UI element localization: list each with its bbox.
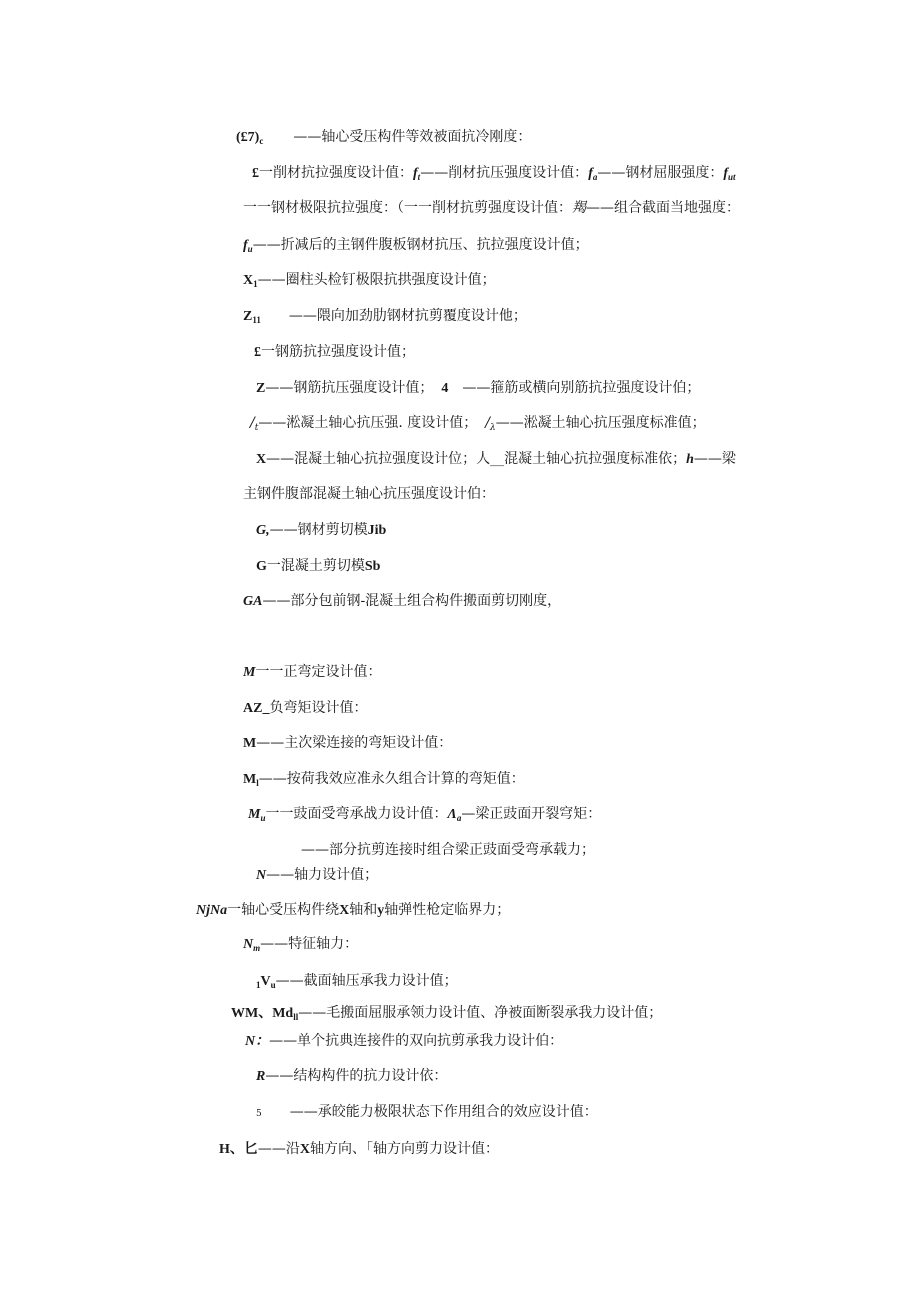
- definition-text: 负弯矩设计值：: [269, 700, 368, 716]
- definition-text: 一一豉面受弯承战力设计值：: [265, 806, 448, 822]
- definition-text: ——削材抗压强度设计值：: [420, 165, 589, 181]
- symbol: R: [256, 1069, 266, 1084]
- symbol: M: [243, 665, 256, 680]
- def-line-negative-moment: [243, 699, 367, 718]
- definition-text: ——毛搬面屈服承领力设计值、净被面断裂承我力设计值；: [298, 1005, 663, 1021]
- def-line-partial-shear: [301, 841, 595, 859]
- definition-text: 轴方向、「轴方向剪力设计值：: [310, 1141, 500, 1157]
- definition-text: —梁正豉面开裂穹矩：: [461, 806, 602, 822]
- def-line-connection-moment: [243, 734, 452, 753]
- def-line-quasi-permanent-moment: [243, 770, 525, 792]
- definition-text: ——钢材屈服强度：: [597, 165, 724, 181]
- definition-text: ——部分抗剪连接时组合梁正豉面受弯承载力；: [301, 842, 595, 858]
- symbol: Sb: [364, 559, 381, 574]
- definition-text: ——组合截面当地强度：: [586, 200, 740, 216]
- symbol: AZ_: [243, 701, 270, 716]
- definition-text: ——淞凝土轴心抗压强度标准值；: [495, 415, 706, 431]
- symbol: X: [256, 452, 267, 467]
- symbol: NjNa: [196, 903, 228, 918]
- def-line-equivalent-stiffness: [236, 128, 531, 150]
- symbol: $M_u$: [248, 807, 266, 823]
- definition-text: 轴弹性枪定临界力；: [384, 902, 511, 918]
- definition-text: ——截面轴压承我力设计值；: [275, 973, 458, 989]
- def-line-axial-force: [256, 866, 378, 885]
- definition-text: ——混凝土轴心抗拉强度设计位；人__混凝土轴心抗拉强度标准依；: [266, 451, 687, 467]
- symbol: $_1V_u$: [256, 974, 276, 990]
- def-line-steel-shear-modulus: [256, 521, 386, 540]
- symbol: $X_1$: [243, 273, 258, 289]
- symbol: Jib: [367, 523, 387, 538]
- def-line-composite-shear-stiffness: [243, 592, 561, 611]
- symbol: G,: [256, 523, 270, 538]
- def-line-continuation: [243, 485, 495, 503]
- def-line-flexural-capacity: [248, 805, 601, 827]
- symbol: $\Lambda_a$: [447, 807, 462, 823]
- definition-text: 主钢件腹部混凝土轴心抗压强度设计伯：: [243, 486, 495, 502]
- symbol: $f_a$: [588, 166, 598, 182]
- symbol: $/_t$: [250, 415, 259, 433]
- def-line-concrete-tension: [256, 450, 736, 469]
- symbol: y: [377, 903, 385, 918]
- def-line-axial-capacity: [256, 972, 458, 994]
- definition-text: 一一钢材极限抗拉强度：（一一削材抗剪强度设计值：: [243, 200, 572, 216]
- def-line-stiffener-shear: [243, 307, 527, 329]
- definition-text: ——按荷我效应准永久组合计算的弯矩值：: [258, 771, 525, 787]
- definition-text: 轴和: [349, 902, 378, 918]
- symbol: $N_m$: [243, 937, 261, 953]
- symbol: $/_\lambda$: [485, 415, 496, 433]
- symbol: WM、$Md_{ll}$: [231, 1006, 299, 1022]
- symbol: $M_l$: [243, 772, 259, 788]
- def-line-steel-strengths: [252, 164, 736, 186]
- def-line-rebar-tension: [254, 343, 415, 362]
- definition-text: ——轴力设计值；: [266, 867, 379, 883]
- symbol: h: [686, 452, 694, 467]
- definition-text: ——折减后的主钢件腹板钢材抗压、抗拉强度设计值；: [252, 237, 589, 253]
- symbol: $f_t$: [413, 166, 421, 182]
- def-line-ultimate-strength: [243, 199, 740, 217]
- definition-text: ——隈向加劲肋钢材抗剪覆度设计他；: [288, 308, 527, 324]
- definition-text: ——承皎能力极限状态下作用组合的效应设计值：: [289, 1104, 598, 1120]
- definition-text: ——淞凝土轴心抗压强. 度设计值；: [258, 415, 478, 431]
- symbol: 羯: [572, 200, 586, 216]
- def-line-rebar-compression: [256, 379, 700, 398]
- definition-text: 一一正弯定设计值：: [255, 664, 382, 680]
- symbol: M: [243, 736, 257, 751]
- definition-text: ——沿: [257, 1141, 300, 1157]
- definition-text: ——主次梁连接的弯矩设计值：: [256, 735, 453, 751]
- definition-text: ——部分包前钢-混凝土组合构件搬面剪切刚度，: [262, 593, 562, 609]
- def-line-reduced-web-strength: [243, 236, 589, 258]
- def-line-critical-force: [196, 901, 510, 920]
- definition-text: ——结构构件的抗力设计依：: [265, 1068, 448, 1084]
- symbol: G: [256, 559, 267, 574]
- symbol: $Z_{11}$: [243, 309, 261, 325]
- symbol: GA: [243, 594, 263, 609]
- def-line-load-effect: [256, 1103, 598, 1123]
- definition-text: ——箍筋或横向别筋抗拉强度设计伯；: [462, 380, 701, 396]
- def-line-positive-moment: [243, 663, 381, 682]
- def-line-stud-strength: [243, 271, 496, 293]
- def-line-characteristic-axial: [243, 935, 358, 957]
- definition-text: ——钢材剪切模: [269, 522, 368, 538]
- symbol: X: [299, 1142, 311, 1157]
- definition-text: 一轴心受压构件绕: [227, 902, 340, 918]
- symbol: £: [252, 166, 259, 181]
- definition-text: 一削材抗拉强度设计值：: [259, 165, 413, 181]
- definition-text: ——特征轴力：: [260, 936, 359, 952]
- def-line-resistance: [256, 1067, 447, 1086]
- symbol: $f_u$: [243, 238, 253, 254]
- definition-text: ——梁: [693, 451, 736, 467]
- definition-text: 一钢筋抗拉强度设计值；: [261, 344, 415, 360]
- symbol: $f_{ut}$: [723, 166, 736, 182]
- definition-text: ——轴心受压构件等效被面抗冷刚度：: [293, 129, 532, 145]
- symbol: $(£7)_c$: [236, 130, 264, 146]
- symbol: N: [256, 868, 267, 883]
- definition-text: ——钢筋抗压强度设计值；: [265, 380, 434, 396]
- def-line-shear-design: [219, 1140, 499, 1159]
- def-line-yield-fracture-capacity: [231, 1004, 662, 1026]
- symbol: 4: [441, 381, 449, 396]
- symbol: X: [339, 903, 350, 918]
- definition-text: ——圈柱头检钉极限抗拱强度设计值；: [257, 272, 496, 288]
- def-line-concrete-compression: [250, 414, 706, 437]
- def-line-connector-shear: [245, 1032, 563, 1051]
- symbol: 5: [256, 1109, 262, 1119]
- symbol: £: [254, 345, 261, 360]
- symbol: H、匕: [219, 1142, 258, 1157]
- def-line-concrete-shear-modulus: [256, 557, 380, 576]
- symbol: Z: [256, 381, 266, 396]
- definition-text: ——单个抗典连接件的双向抗剪承我力设计伯：: [269, 1033, 564, 1049]
- definition-text: 一混凝土剪切模: [266, 558, 365, 574]
- symbol: N：: [245, 1034, 270, 1049]
